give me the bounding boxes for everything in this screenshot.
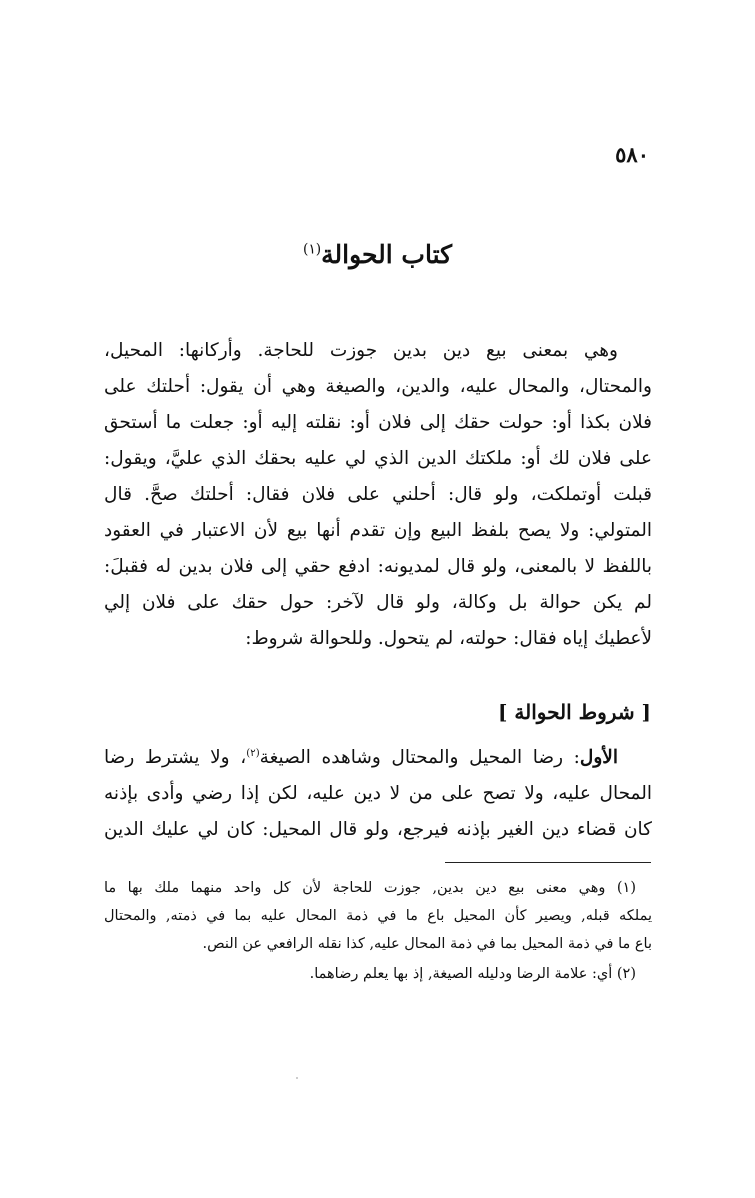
text-line: والمحتال، والمحال عليه، والدين، والصيغة وهي أن يقول: أحلتك على (104, 376, 652, 397)
footnote-separator (445, 862, 651, 863)
text-line: كان قضاء دين الغير بإذنه فيرجع، ولو قال المحيل: كان لي عليك الدين (104, 819, 652, 840)
scan-speck (296, 1077, 298, 1079)
condition-lead: الأول (579, 747, 618, 768)
page-number: ٥٨٠ (615, 142, 649, 167)
text-line: المتولي: ولا يصح بلفظ البيع وإن تقدم أنها بيع لأن الاعتبار في العقود (104, 520, 652, 541)
footnote-ref-1: (١) (302, 241, 322, 258)
chapter-title-text: كتاب الحوالة (321, 240, 453, 269)
text-line: باللفظ لا بالمعنى، ولو قال لمديونه: ادفع حقي إلى فلان بدين له فقبلَ: (104, 556, 652, 577)
conditions-paragraph (104, 740, 652, 848)
footnote-ref-2: (٢) (246, 747, 260, 759)
text-line: لم يكن حوالة بل وكالة، ولو قال لآخر: حول حقك على فلان إلي (104, 592, 652, 613)
footnote-2: (٢) أي: علامة الرضا ودليله الصيغة, إذ بها يعلم رضاهما. (309, 966, 636, 982)
text-line: لأعطيك إياه فقال: حولته، لم يتحول. وللحوالة شروط: (245, 628, 652, 649)
text-line: وهي بمعنى بيع دين بدين جوزت للحاجة. وأركانها: المحيل، (104, 340, 618, 361)
section-heading: [ شروط الحوالة ] (497, 700, 651, 724)
footnotes (104, 874, 652, 988)
footnote-line: يملكه قبله, ويصير كأن المحيل باع ما في ذمة المحال عليه بما في ذمته, والمحتال (104, 908, 652, 924)
text-line: فلان بكذا أو: حولت حقك إلى فلان أو: نقلته إليه أو: جعلت ما أستحق (104, 412, 652, 433)
condition-text: ، ولا يشترط رضا (104, 747, 247, 768)
text-line: المحال عليه، ولا تصح على من لا دين عليه، لكن إذا رضي وأدى بإذنه (104, 783, 652, 804)
text-line: قبلت أوتملكت، ولو قال: أحلني على فلان فقال: أحلتك صحَّ. قال (104, 484, 652, 505)
condition-first-line (104, 740, 652, 776)
text-line: على فلان لك أو: ملكتك الدين الذي لي عليه بحقك الذي عليَّ، ويقول: (104, 448, 652, 469)
condition-text: : رضا المحيل والمحتال وشاهده الصيغة (259, 747, 580, 768)
footnote-line: باع ما في ذمة المحيل بما في ذمة المحال عليه, كذا نقله الرافعي عن النص. (202, 936, 652, 952)
chapter-title (0, 240, 755, 269)
footnote-line: (١) وهي معنى بيع دين بدين, جوزت للحاجة لأن كل واحد منهما ملك بها ما (104, 880, 636, 896)
main-paragraph (104, 333, 652, 657)
